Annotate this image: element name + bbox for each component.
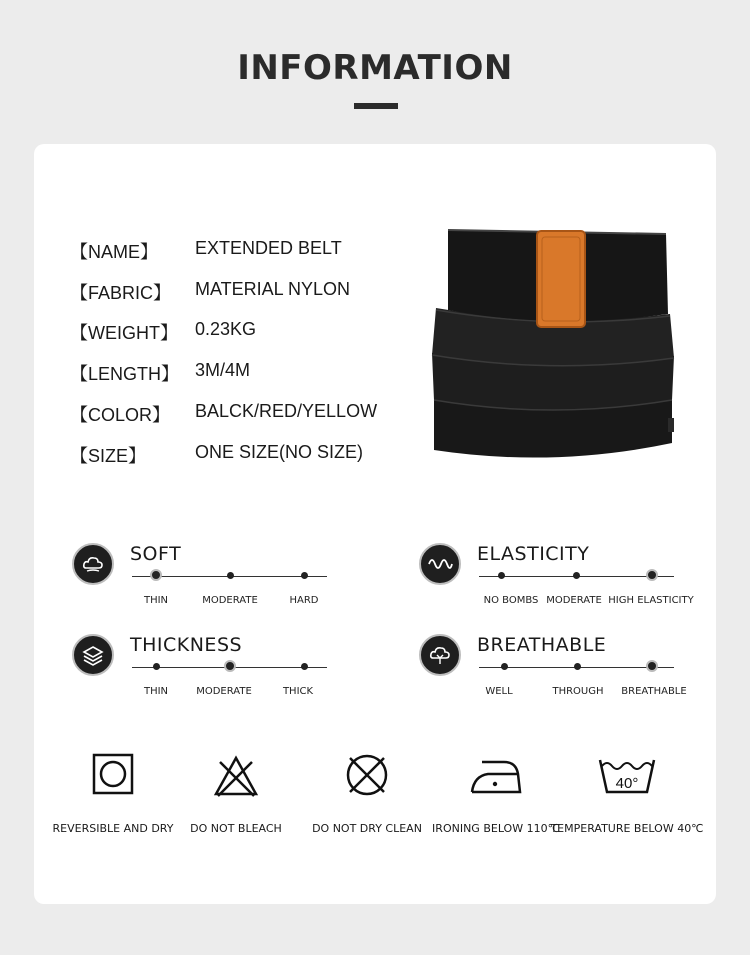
scale-dot	[501, 663, 508, 670]
care-label: IRONING BELOW 110℃	[432, 822, 560, 835]
scale-dot	[573, 572, 580, 579]
layers-icon	[72, 634, 114, 676]
care-item-wash-40	[550, 752, 704, 842]
breath-icon	[419, 634, 461, 676]
scale-label: MODERATE	[546, 595, 602, 606]
spec-key: 【SIZE】	[70, 446, 147, 466]
spec-value: MATERIAL NYLON	[195, 279, 351, 299]
scale-label: NO BOMBS	[483, 595, 539, 606]
scale-dot	[498, 572, 505, 579]
scale-label: THROUGH	[552, 686, 604, 697]
care-item-iron	[431, 752, 561, 842]
title-underline	[354, 103, 398, 109]
attribute-elasticity	[419, 543, 719, 613]
spec-value: BALCK/RED/YELLOW	[195, 401, 378, 421]
scale-dot-selected	[646, 660, 658, 672]
scale-label: MODERATE	[202, 595, 258, 606]
cloud-icon	[72, 543, 114, 585]
wave-icon	[419, 543, 461, 585]
scale-dot-selected	[150, 569, 162, 581]
spec-key: 【LENGTH】	[70, 364, 180, 384]
spec-value: EXTENDED BELT	[195, 238, 342, 258]
care-item-no-bleach	[171, 752, 301, 842]
care-label: REVERSIBLE AND DRY	[52, 822, 174, 835]
scale-dot	[574, 663, 581, 670]
attribute-soft	[72, 543, 372, 613]
care-label: TEMPERATURE BELOW 40℃	[550, 822, 704, 835]
spec-value: 3M/4M	[195, 360, 251, 380]
scale-label: MODERATE	[196, 686, 252, 697]
belt-product-image	[428, 228, 678, 473]
attribute-title: ELASTICITY	[477, 543, 590, 565]
wash-temp-text: 40°	[615, 775, 639, 792]
wash-40-icon	[597, 752, 657, 796]
no-dry-clean-icon	[344, 752, 390, 798]
scale-dot	[301, 572, 308, 579]
iron-icon	[468, 752, 524, 798]
scale-dot	[301, 663, 308, 670]
attribute-title: BREATHABLE	[477, 634, 607, 656]
scale-label: HIGH ELASTICITY	[608, 595, 694, 606]
spec-key: 【COLOR】	[70, 405, 171, 425]
scale-label: THIN	[143, 686, 169, 697]
care-label: DO NOT DRY CLEAN	[312, 822, 422, 835]
attribute-thickness	[72, 634, 372, 704]
care-item-no-dry-clean	[302, 752, 432, 842]
scale-label: THIN	[143, 595, 169, 606]
scale-dot	[153, 663, 160, 670]
no-bleach-icon	[212, 752, 260, 800]
spec-key: 【FABRIC】	[70, 283, 172, 303]
scale-label: BREATHABLE	[621, 686, 687, 697]
attribute-title: SOFT	[130, 543, 182, 565]
scale-dot	[227, 572, 234, 579]
spec-value: 0.23KG	[195, 319, 257, 339]
spec-value: ONE SIZE(NO SIZE)	[195, 442, 364, 462]
care-label: DO NOT BLEACH	[190, 822, 282, 835]
spec-key: 【NAME】	[70, 242, 159, 262]
page-title: INFORMATION	[237, 48, 513, 88]
scale-dot-selected	[646, 569, 658, 581]
care-item-tumble-dry	[48, 752, 178, 842]
scale-label: THICK	[282, 686, 314, 697]
scale-label: WELL	[485, 686, 513, 697]
spec-key: 【WEIGHT】	[70, 323, 178, 343]
attribute-title: THICKNESS	[130, 634, 243, 656]
scale-dot-selected	[224, 660, 236, 672]
tumble-dry-icon	[91, 752, 135, 796]
attribute-breathable	[419, 634, 719, 704]
scale-label: HARD	[289, 595, 319, 606]
